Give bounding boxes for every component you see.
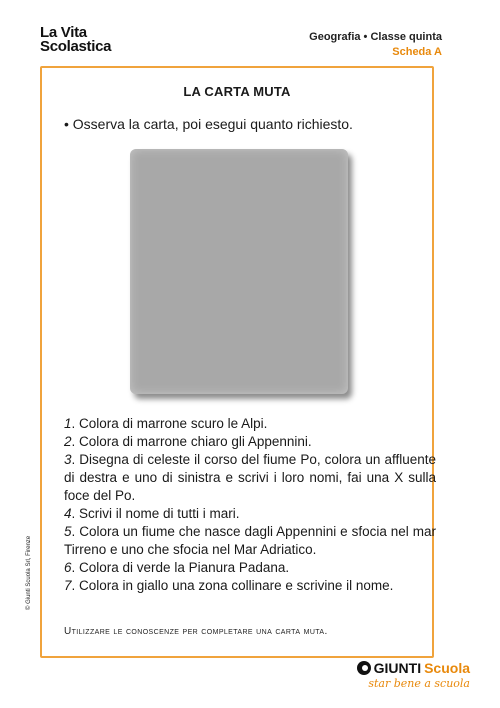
task-item [64,415,436,433]
worksheet-instruction: • Osserva la carta, poi esegui quanto richiesto. [64,116,353,132]
magazine-logo [40,26,111,54]
task-text: . Colora in giallo una zona collinare e scrivine il nome. [71,578,394,593]
logo-line-2: Scolastica [40,38,112,55]
task-number: 7 [64,578,72,593]
giunti-logo-icon [357,661,371,675]
task-text: . Colora di marrone scuro le Alpi. [71,416,268,431]
task-item [64,523,436,559]
task-item [64,451,436,505]
task-text: . Colora di verde la Pianura Padana. [71,560,290,575]
blank-map-placeholder [130,149,348,394]
task-text: . Colora di marrone chiaro gli Appennini. [71,434,312,449]
task-item [64,577,436,595]
brand-slogan: star bene a scuola [368,677,470,690]
subject-label: Geografia • Classe quinta [309,31,442,43]
task-item [64,505,436,523]
task-list [64,415,436,595]
task-text: . Disegna di celeste il corso del fiume Po, colora un affluente di destra e uno di sinistra e scrivi i loro nomi, fai una X sulla foce del Po. [64,452,436,503]
logo-line-1: La Vita [40,24,87,41]
publisher-brand [357,660,470,690]
brand-name [357,660,470,676]
task-number: 5 [64,524,72,539]
task-item [64,559,436,577]
worksheet-panel [40,66,434,658]
copyright-notice: © Giunti Scuola Srl, Firenze [26,535,32,610]
learning-goal: Utilizzare le conoscenze per completare una carta muta. [64,626,328,637]
sheet-label: Scheda A [392,46,442,58]
sheet-header [309,30,442,60]
task-item [64,433,436,451]
task-number: 3 [64,452,72,467]
task-number: 1 [64,416,72,431]
task-number: 6 [64,560,72,575]
brand-prefix: GIUNTI [373,660,422,676]
task-text: . Colora un fiume che nasce dagli Appennini e sfocia nel mar Tirreno e uno che sfocia nel Mar Adriatico. [64,524,436,557]
task-number: 4 [64,506,72,521]
task-text: . Scrivi il nome di tutti i mari. [71,506,240,521]
worksheet-title: LA CARTA MUTA [183,84,291,99]
task-number: 2 [64,434,72,449]
brand-suffix: Scuola [424,660,470,676]
